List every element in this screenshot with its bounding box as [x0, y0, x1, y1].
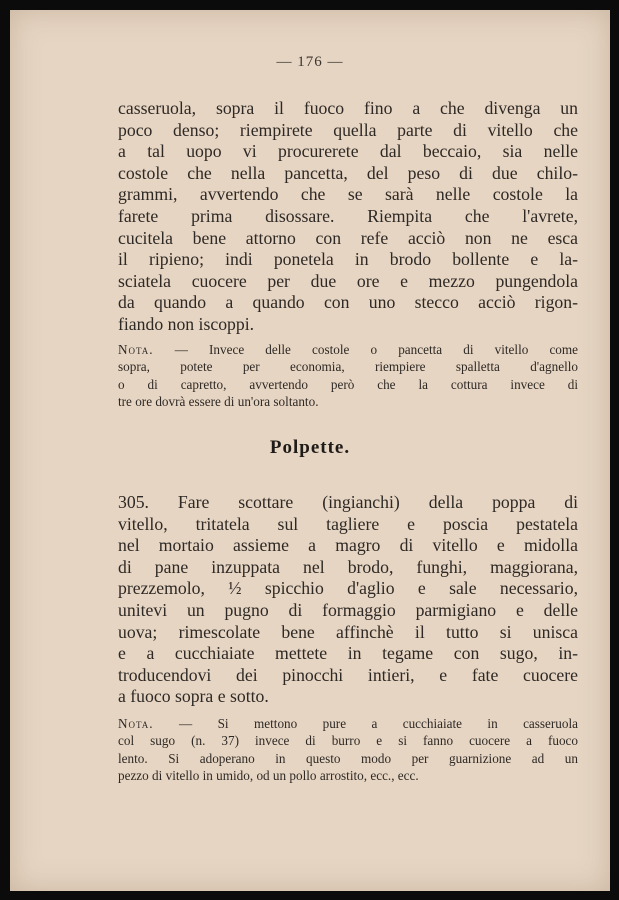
text-line: sciatela cuocere per due ore e mezzo pungendola: [118, 270, 578, 291]
text-line: vitello, tritatela sul tagliere e poscia pestatela: [118, 513, 578, 534]
note-line: tre ore dovrà essere di un'ora soltanto.: [118, 394, 319, 410]
text-line: a fuoco sopra e sotto.: [118, 686, 269, 707]
text-line: casseruola, sopra il fuoco fino a che divenga un: [118, 98, 578, 118]
note-label: Nota.: [118, 342, 154, 357]
text-line: uova; rimescolate bene affinchè il tutto si unisca: [118, 621, 578, 642]
text-line: farete prima disossare. Riempita che l'avrete,: [118, 205, 578, 226]
text-line: di pane inzuppata nel brodo, funghi, maggiorana,: [118, 556, 578, 577]
note-line: lento. Si adoperano in questo modo per guarnizione ad un: [118, 750, 578, 766]
note-line: sopra, potete per economia, riempiere spalletta d'agnello: [118, 359, 578, 375]
text-line: il ripieno; indi ponetela in brodo bollente e la-: [118, 249, 578, 270]
note-first-line: [118, 715, 578, 732]
text-line: cucitela bene attorno con refe acciò non ne esca: [118, 227, 578, 248]
book-page: [10, 10, 610, 891]
page-number: — 176 —: [276, 54, 344, 70]
text-line: costole che nella pancetta, del peso di due chilo-: [118, 162, 578, 183]
note-text: — Si mettono pure a cucchiaiate in casseruola: [153, 716, 578, 731]
text-line: fiando non iscoppi.: [118, 313, 255, 334]
text-line: e a cucchiaiate mettete in tegame con sugo, in-: [118, 643, 578, 664]
note-line: col sugo (n. 37) invece di burro e si fanno cuocere a fuoco: [118, 733, 578, 749]
paragraph-recipe-305: [118, 492, 578, 708]
note-line: o di capretto, avvertendo però che la cottura invece di: [118, 376, 578, 392]
text-line: prezzemolo, ½ spicchio d'aglio e sale necessario,: [118, 578, 578, 599]
text-line: grammi, avvertendo che se sarà nelle costole la: [118, 184, 578, 205]
paragraph-continued-recipe: [118, 98, 578, 336]
text-line: troducendovi dei pinocchi intieri, e fate cuocere: [118, 664, 578, 685]
note-polpette-serving: [118, 715, 578, 785]
text-line: a tal uopo vi procurerete dal beccaio, sia nelle: [118, 141, 578, 162]
text-line: 305. Fare scottare (ingianchi) della poppa di: [118, 492, 578, 512]
text-line: poco denso; riempirete quella parte di vitello che: [118, 119, 578, 140]
note-text: — Invece delle costole o pancetta di vitello come: [153, 342, 578, 357]
text-line: unitevi un pugno di formaggio parmigiano e delle: [118, 599, 578, 620]
text-line: nel mortaio assieme a magro di vitello e midolla: [118, 535, 578, 556]
note-first-line: [118, 341, 578, 358]
section-title-polpette: Polpette.: [269, 437, 351, 458]
note-line: pezzo di vitello in umido, od un pollo arrostito, ecc., ecc.: [118, 768, 419, 784]
note-label: Nota.: [118, 716, 154, 731]
note-veal-substitute: [118, 341, 578, 411]
text-line: da quando a quando con uno stecco acciò rigon-: [118, 292, 578, 313]
